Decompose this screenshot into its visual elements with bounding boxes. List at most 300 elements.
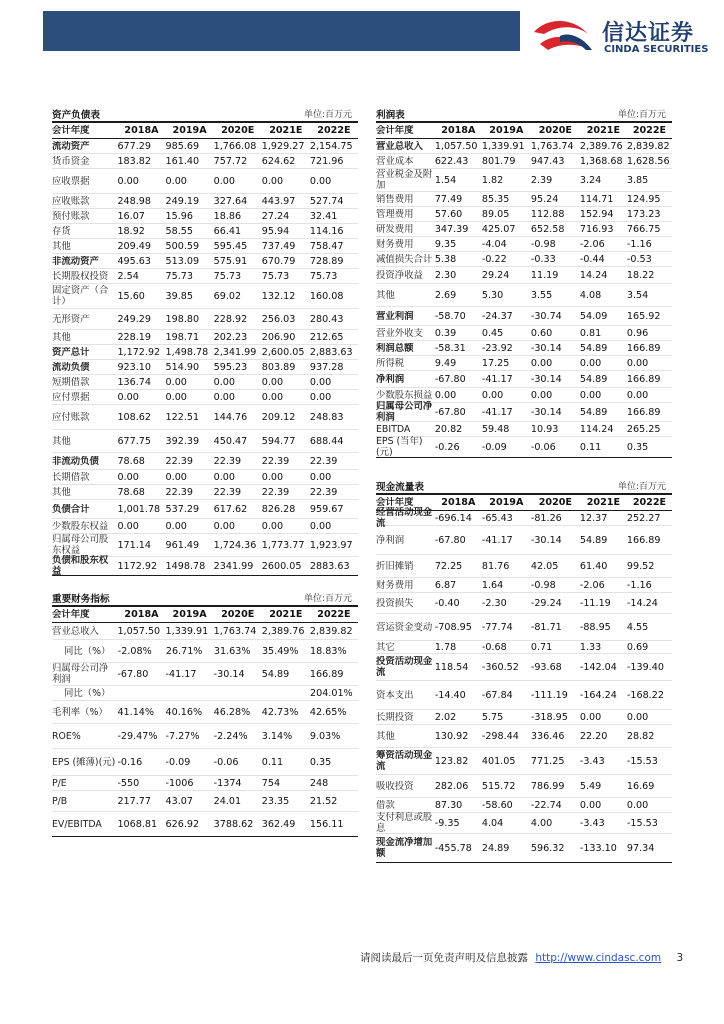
table-row [376,284,672,307]
cell-value: 1,498.78 [165,346,209,358]
cell-value: 166.89 [626,373,661,385]
cell-value: -93.68 [530,661,562,673]
cell-value: 5.75 [481,711,504,723]
table-row [52,254,358,269]
row-label: 研发费用 [376,223,414,235]
cell-value: 0.00 [626,799,649,811]
cell-value: 42.65% [309,706,347,718]
cell-value: 0.00 [530,357,553,369]
row-label: 应收票据 [52,175,90,187]
cell-value: 95.24 [530,193,559,205]
cell-value: 4.55 [626,621,649,633]
year-header: 2022E [317,125,351,136]
cell-value: 5.49 [579,780,602,792]
table-row [52,154,358,169]
table-title: 资产负债表 [52,110,100,121]
table-row [52,169,358,194]
row-label: 少数股东损益 [376,389,433,401]
cell-value: 1,773.77 [261,539,305,551]
cell-value: 757.72 [213,155,248,167]
table-row [52,390,358,405]
cell-value: -0.98 [530,579,556,591]
cell-value: 937.28 [309,361,344,373]
cell-value: 18.83% [309,645,347,657]
year-header: 2018A [124,609,159,620]
year-header: 2020E [221,125,255,136]
cell-value: -139.40 [626,661,664,673]
cell-value: -0.40 [434,597,460,609]
table-row [376,681,672,710]
table-row [52,284,358,309]
cell-value: 99.52 [626,560,655,572]
cell-value: 0.00 [309,376,332,388]
cell-value: 688.44 [309,435,344,447]
cell-value: -0.44 [579,253,605,265]
cell-value: 18.22 [626,269,655,281]
table-row [376,798,672,813]
year-header: 2020E [538,497,572,508]
cell-value: 22.20 [579,730,608,742]
cell-value: 5.38 [434,253,457,265]
cell-value: 75.73 [165,270,194,282]
cell-value: 217.77 [117,795,152,807]
year-header: 2019A [489,497,524,508]
cell-value: 1.82 [481,174,504,186]
cell-value: 766.75 [626,223,661,235]
cell-value: -11.19 [579,597,611,609]
cell-value: 248.98 [117,195,152,207]
row-label: 流动资产 [52,140,90,152]
table-row [376,403,672,422]
table-row [52,519,358,534]
cell-value: 0.00 [261,520,284,532]
cell-value: 198.71 [165,331,200,343]
row-label: 长期借款 [52,471,90,483]
table-row [376,222,672,237]
header-label: 会计年度 [52,609,90,620]
cell-value: 595.45 [213,240,248,252]
cell-value: 2.02 [434,711,457,723]
row-label: 应付票据 [52,391,90,403]
cell-value: -0.33 [530,253,556,265]
cell-value: 3788.62 [213,818,254,830]
cell-value: 27.24 [261,210,290,222]
row-label: 营业利润 [376,310,414,322]
row-label: 其他 [52,331,71,343]
row-label: 营业外收支 [376,327,423,339]
row-label: 经营活动现金流 [376,507,433,529]
cell-value: 0.00 [213,520,236,532]
cell-value: 0.11 [261,756,284,768]
cell-value: 1,339.91 [165,625,209,637]
year-header: 2020E [538,125,572,136]
table-row [52,430,358,453]
row-label: EPS (当年)(元) [376,436,423,458]
cell-value: -81.26 [530,512,562,524]
row-label: P/B [52,795,68,807]
row-label: 现金流净增加额 [376,837,433,859]
cell-value: -1006 [165,777,194,789]
cell-value: -550 [117,777,140,789]
table-row [376,834,672,863]
cell-value: -0.09 [165,756,191,768]
cell-value: 15.60 [117,290,145,302]
cell-value: -2.06 [579,579,605,591]
cell-value: -30.74 [530,310,562,322]
cell-value: 132.12 [261,290,296,302]
table-header-row [52,607,358,623]
cell-value: 1,724.36 [213,539,257,551]
cell-value: 202.23 [213,331,248,343]
cell-value: 59.48 [481,423,510,435]
table-row [52,453,358,470]
cell-value: 43.07 [165,795,194,807]
row-label: 其他 [52,486,71,498]
cell-value: 75.73 [261,270,290,282]
cell-value: 0.00 [309,175,332,187]
cell-value: -164.24 [579,689,617,701]
cell-value: 1.54 [434,174,457,186]
cell-value: 166.89 [309,668,344,680]
cell-value: -67.80 [434,373,466,385]
cell-value: 1498.78 [165,560,206,572]
cell-value: 0.00 [117,520,139,532]
cell-value: 114.16 [309,225,344,237]
cell-value: 1,763.74 [213,625,257,637]
table-row [52,239,358,254]
cell-value: -111.19 [530,689,568,701]
cell-value: -3.43 [579,817,605,829]
cell-value: 118.54 [434,661,469,673]
row-label: 吸收投资 [376,780,414,792]
table-title-row [376,479,672,495]
cell-value: -67.84 [481,689,513,701]
cell-value: 209.12 [261,411,296,423]
cell-value: 46.28% [213,706,251,718]
cell-value: 0.00 [117,175,139,187]
cell-value: -696.14 [434,512,472,524]
cell-value: 161.40 [165,155,200,167]
cell-value: 0.35 [626,441,649,453]
cell-value: 9.35 [434,238,457,250]
row-label: 营业税金及附加 [376,169,433,191]
table-title-row [52,107,358,123]
table-row [376,813,672,834]
table-row [52,345,358,360]
table-row [376,371,672,388]
cell-value: 6.87 [434,579,457,591]
table-row [52,791,358,812]
cell-value: 166.89 [626,342,661,354]
table-row [52,724,358,749]
cell-value: 2.30 [434,269,457,281]
row-label: 筹资活动现金流 [376,750,433,772]
cell-value: 204.01% [309,687,353,699]
cell-value: 22.39 [165,455,194,467]
year-header: 2018A [441,125,476,136]
cell-value: 514.90 [165,361,200,373]
cell-value: 29.24 [481,269,510,281]
cell-value: 327.64 [213,195,248,207]
cell-value: 10.93 [530,423,559,435]
year-header: 2021E [586,125,621,136]
cell-value: 3.24 [579,174,602,186]
row-label: 应收账款 [52,195,90,207]
cell-value: 575.91 [213,255,248,267]
cell-value: 39.85 [165,290,194,302]
row-label: 其他 [376,289,395,301]
cell-value: 2,883.63 [309,346,353,358]
cell-value: 130.92 [434,730,469,742]
row-label: 所得税 [376,357,405,369]
table-row [376,507,672,529]
cell-value: 89.05 [481,208,510,220]
row-label: 其他 [376,730,395,742]
cell-value: 22.39 [261,486,290,498]
table-row [52,405,358,430]
cell-value: 0.96 [626,327,649,339]
cell-value: 0.00 [165,471,187,483]
cell-value: 0.00 [579,389,602,401]
cell-value: -24.37 [481,310,513,322]
row-label: 长期投资 [376,711,414,723]
cell-value: 40.16% [165,706,203,718]
cell-value: 87.30 [434,799,463,811]
row-label: 同比（%） [64,687,111,699]
table-row [376,252,672,267]
table-row [52,309,358,330]
cell-value: 2.39 [530,174,553,186]
cell-value: 515.72 [481,780,516,792]
cell-value: 114.24 [579,423,614,435]
year-header: 2022E [632,497,667,508]
row-label: 借款 [376,799,395,811]
cell-value: 85.35 [481,193,510,205]
cell-value: 347.39 [434,223,469,235]
cell-value: 9.03% [309,730,341,742]
cell-value: -2.24% [213,730,248,742]
row-label: 其他 [52,435,71,447]
cell-value: 22.39 [213,455,242,467]
cell-value: 22.39 [309,455,338,467]
cell-value: 77.49 [434,193,463,205]
cell-value: -0.68 [481,641,507,653]
cell-value: 22.39 [165,486,194,498]
cell-value: 596.32 [530,842,565,854]
cell-value: 166.89 [626,534,661,546]
cell-value: 1.33 [579,641,602,653]
table-title: 现金流量表 [376,482,424,493]
footer-disclaimer: 请阅读最后一页免责声明及信息披露 [360,952,528,964]
cell-value: -0.06 [530,441,556,453]
table-row [52,194,358,209]
cell-value: 2600.05 [261,560,302,572]
cell-value: 737.49 [261,240,296,252]
cell-value: 280.43 [309,313,344,325]
row-label: 存货 [52,225,71,237]
cell-value: 206.90 [261,331,296,343]
cell-value: 626.92 [165,818,200,830]
row-label: 少数股东权益 [52,520,109,532]
cell-value: 54.09 [579,310,608,322]
cell-value: 4.08 [579,289,602,301]
page-footer [360,950,683,965]
year-header: 2022E [632,125,667,136]
cell-value: 0.00 [261,175,284,187]
cell-value: 18.86 [213,210,242,222]
cell-value: -2.06 [579,238,605,250]
cell-value: 947.43 [530,155,565,167]
cell-value: -29.24 [530,597,562,609]
cell-value: 24.89 [481,842,510,854]
cell-value: 249.19 [165,195,200,207]
row-label: 营业成本 [376,155,414,167]
row-label: 其他 [52,240,71,252]
cell-value: -3.43 [579,755,605,767]
cell-value: 2,839.82 [626,140,670,152]
row-label: P/E [52,777,67,789]
cell-value: -455.78 [434,842,472,854]
cell-value: 20.82 [434,423,463,435]
cell-value: 0.00 [165,175,187,187]
cell-value: 1068.81 [117,818,158,830]
cell-value: 42.05 [530,560,559,572]
row-label: 净利润 [376,534,405,546]
row-label: 归属母公司净利润 [376,401,433,423]
cell-value: 771.25 [530,755,565,767]
cell-value: 1172.92 [117,560,158,572]
header-banner [43,11,520,51]
cell-value: 527.74 [309,195,344,207]
cell-value: -9.35 [434,817,460,829]
row-label: 营业总收入 [376,140,423,152]
cell-value: -77.74 [481,621,513,633]
cell-value: 54.89 [261,668,290,680]
table-row [376,307,672,326]
cell-value: 123.82 [434,755,469,767]
table-row [376,192,672,207]
cell-value: 1,929.27 [261,140,305,152]
cell-value: 9.49 [434,357,457,369]
cell-value: 0.00 [117,391,139,403]
table-row [52,557,358,576]
cell-value: -67.80 [117,668,149,680]
row-label: EPS (摊薄)(元) [52,756,116,768]
cell-value: 1,001.78 [117,503,161,515]
cell-value: 443.97 [261,195,296,207]
cell-value: 18.92 [117,225,145,237]
cell-value: -30.14 [530,342,562,354]
year-header: 2021E [586,497,621,508]
cell-value: 1,763.74 [530,140,574,152]
table-row [376,207,672,222]
page-number: 3 [676,952,684,964]
cell-value: 3.54 [626,289,649,301]
cinda-logo-mark-icon [530,14,596,58]
row-label: 折旧摊销 [376,560,414,572]
row-label: 支付利息或股息 [376,812,433,834]
cell-value: 21.52 [309,795,338,807]
cell-value: 801.79 [481,155,516,167]
cell-value: -142.04 [579,661,617,673]
cell-value: 0.00 [309,471,332,483]
row-label: 归属母公司股东权益 [52,534,109,556]
cell-value: 754 [261,777,281,789]
cell-value: -67.80 [434,534,466,546]
cell-value: -0.06 [213,756,239,768]
cell-value: 0.00 [165,391,187,403]
cell-value: 54.89 [579,373,608,385]
cell-value: 959.67 [309,503,344,515]
cell-value: 0.00 [165,376,187,388]
cell-value: -14.40 [434,689,466,701]
row-label: 固定资产（合计） [52,285,109,307]
cell-value: 1.78 [434,641,457,653]
cell-value: 136.74 [117,376,152,388]
row-label: 货币资金 [52,155,90,167]
cell-value: 2.69 [434,289,457,301]
row-label: 流动负债 [52,361,90,373]
table-row [376,593,672,614]
cell-value: 22.39 [309,486,338,498]
cell-value: 160.08 [309,290,344,302]
cell-value: 2883.63 [309,560,350,572]
cell-value: 2341.99 [213,560,254,572]
cell-value: 2,839.82 [309,625,353,637]
row-label: 归属母公司净利润 [52,663,109,685]
cell-value: 12.37 [579,512,608,524]
cell-value: -15.53 [626,817,658,829]
cell-value: 0.39 [434,327,457,339]
cell-value: 362.49 [261,818,296,830]
cell-value: 595.23 [213,361,248,373]
table-title-row [52,591,358,607]
cell-value: 16.69 [626,780,655,792]
table-row [52,330,358,345]
cell-value: 4.00 [530,817,553,829]
year-header: 2018A [441,497,476,508]
table-unit: 单位:百万元 [617,482,666,492]
cell-value: 0.00 [261,391,284,403]
year-header: 2019A [489,125,524,136]
cell-value: 31.63% [213,645,251,657]
table-row [52,485,358,500]
cell-value: 0.00 [481,389,504,401]
cell-value: 61.40 [579,560,608,572]
logo-english-name: CINDA SECURITIES [604,44,709,55]
cell-value: 1,172.92 [117,346,161,358]
cell-value: 5.30 [481,289,504,301]
row-label: 净利润 [376,373,405,385]
year-header: 2020E [221,609,255,620]
table-title: 利润表 [376,110,405,121]
cell-value: -41.17 [481,406,513,418]
cell-value: 11.19 [530,269,559,281]
table-unit: 单位:百万元 [303,594,352,604]
cell-value: 2,389.76 [579,140,623,152]
cell-value: 0.00 [213,175,236,187]
table-row [52,500,358,519]
cell-value: 265.25 [626,423,661,435]
footer-url-link[interactable]: http://www.cindasc.com [535,952,662,964]
cell-value: 0.00 [213,376,236,388]
cell-value: 78.68 [117,486,145,498]
cell-value: 2.54 [117,270,139,282]
cell-value: 3.85 [626,174,649,186]
cell-value: 1,628.56 [626,155,670,167]
cell-value: -0.53 [626,253,652,265]
cell-value: 594.77 [261,435,296,447]
